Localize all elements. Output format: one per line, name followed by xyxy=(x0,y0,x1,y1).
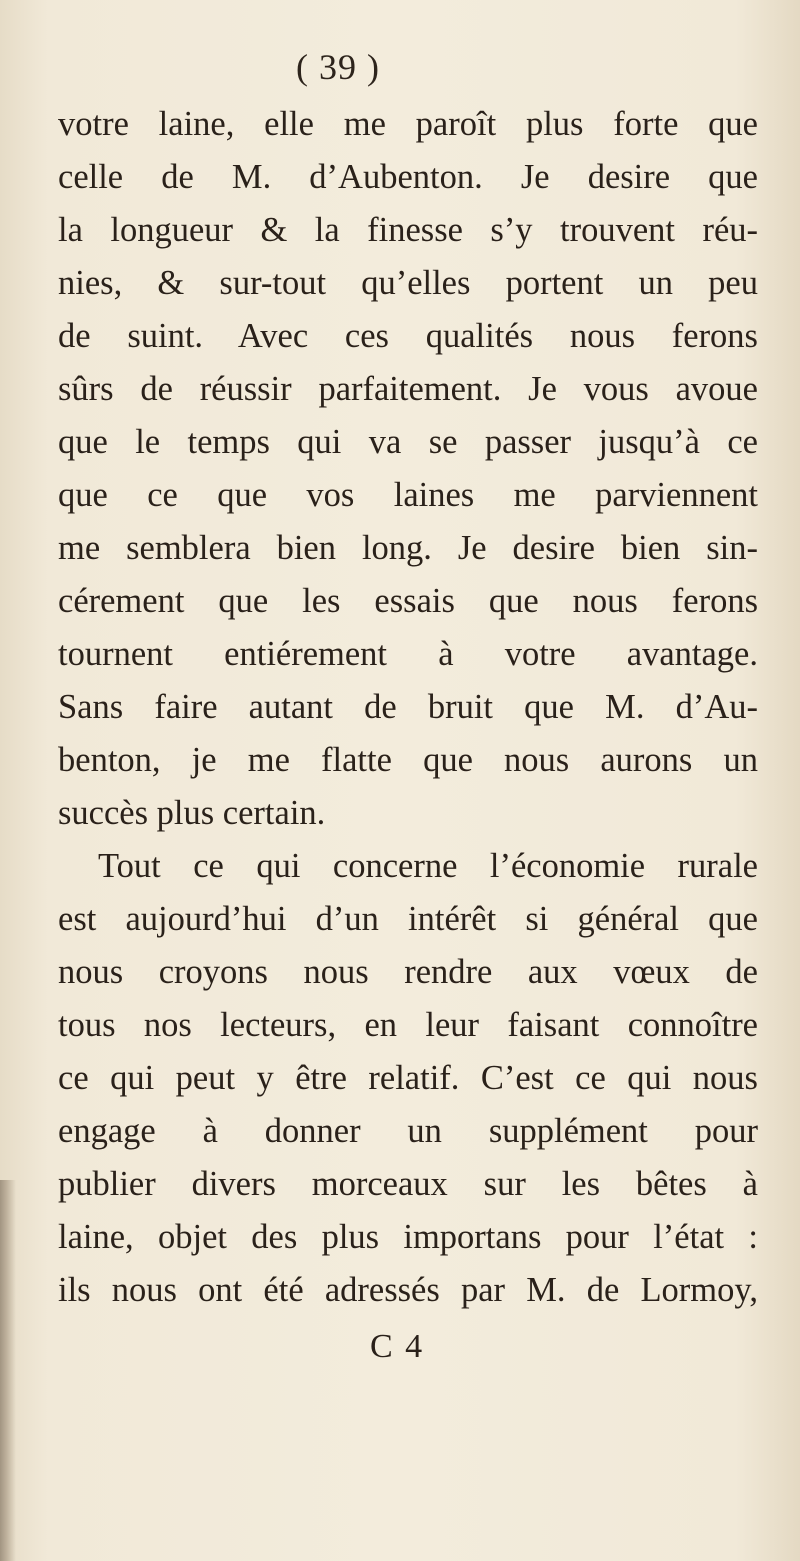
text-line: tous nos lecteurs, en leur faisant connoître xyxy=(58,1006,758,1044)
text-line: nous croyons nous rendre aux vœux de xyxy=(58,953,758,991)
text-line: est aujourd’hui d’un intérêt si général que xyxy=(58,900,758,938)
binding-shadow xyxy=(0,1180,16,1561)
text-line: benton, je me flatte que nous aurons un xyxy=(58,741,758,779)
text-line: la longueur & la finesse s’y trouvent réu- xyxy=(58,211,758,249)
text-line: cérement que les essais que nous ferons xyxy=(58,582,758,620)
text-line: tournent entiérement à votre avantage. xyxy=(58,635,758,673)
signature-mark: C 4 xyxy=(370,1328,425,1365)
text-line: votre laine, elle me paroît plus forte que xyxy=(58,105,758,143)
text-line: de suint. Avec ces qualités nous ferons xyxy=(58,317,758,355)
text-line: ce qui peut y être relatif. C’est ce qui nous xyxy=(58,1059,758,1097)
text-line: engage à donner un supplément pour xyxy=(58,1112,758,1150)
text-line: publier divers morceaux sur les bêtes à xyxy=(58,1165,758,1203)
text-line: celle de M. d’Aubenton. Je desire que xyxy=(58,158,758,196)
body-text xyxy=(58,98,758,1317)
text-line: succès plus certain. xyxy=(58,794,326,832)
text-line: Tout ce qui concerne l’économie rurale xyxy=(98,847,758,885)
text-line: Sans faire autant de bruit que M. d’Au- xyxy=(58,688,758,726)
text-line: que le temps qui va se passer jusqu’à ce xyxy=(58,423,758,461)
page-number: ( 39 ) xyxy=(296,47,380,87)
text-line: que ce que vos laines me parviennent xyxy=(58,476,758,514)
text-line: laine, objet des plus importans pour l’état : xyxy=(58,1218,758,1256)
text-line: sûrs de réussir parfaitement. Je vous avoue xyxy=(58,370,758,408)
text-line: ils nous ont été adressés par M. de Lormoy, xyxy=(58,1271,758,1309)
text-line: me semblera bien long. Je desire bien sin- xyxy=(58,529,758,567)
text-line: nies, & sur-tout qu’elles portent un peu xyxy=(58,264,758,302)
